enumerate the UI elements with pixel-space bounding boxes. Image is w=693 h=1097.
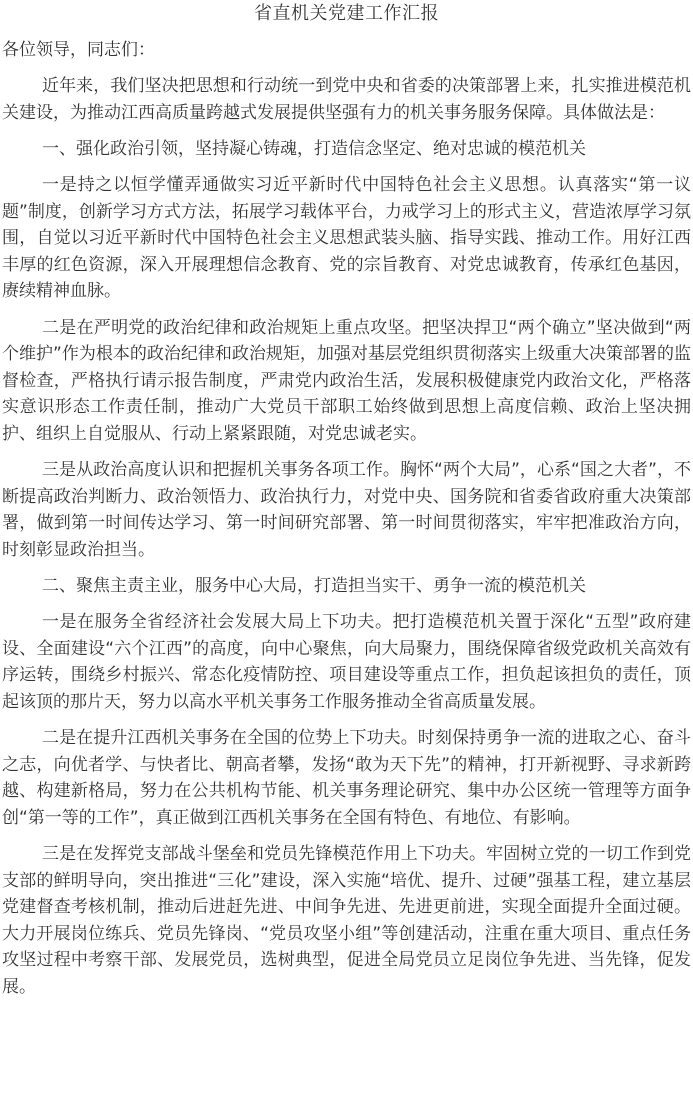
- section-1-paragraph-2: 二是在严明党的政治纪律和政治规矩上重点攻坚。把坚决捍卫“两个确立”坚决做到“两个维护”作为根本的政治纪律和政治规矩，加强对基层党组织贯彻落实上级重大决策部署的监督检查，严格执行请示报告制度，严肃党内政治生活，发展积极健康党内政治文化，严格落实意识形态工作责任制，推动广大党员干部职工始终做到思想上高度信赖、政治上坚决拥护、组织上自觉服从、行动上紧紧跟随，对党忠诚老实。: [2, 317, 691, 444]
- salutation: 各位领导，同志们：: [2, 40, 155, 60]
- section-heading-1: 一、强化政治引领，坚持凝心铸魂，打造信念坚定、绝对忠诚的模范机关: [42, 139, 586, 159]
- section-2-paragraph-2: 二是在提升江西机关事务在全国的位势上下功夫。时刻保持勇争一流的进取之心、奋斗之志，向优者学、与快者比、朝高者攀，发扬“敢为天下先”的精神，打开新视野、寻求新跨越、构建新格局，努力在公共机构节能、机关事务理论研究、集中办公区统一管理等方面争创“第一等的工作”，真正做到江西机关事务在全国有特色、有地位、有影响。: [2, 728, 691, 828]
- section-2-paragraph-1: 一是在服务全省经济社会发展大局上下功夫。把打造模范机关置于深化“五型”政府建设、全面建设“六个江西”的高度，向中心聚焦，向大局聚力，围绕保障省级党政机关高效有序运转，围绕乡村振兴、常态化疫情防控、项目建设等重点工作，担负起该担负的责任，顶起该顶的那片天，努力以高水平机关事务工作服务推动全省高质量发展。: [2, 612, 691, 712]
- page-title: 省直机关党建工作汇报: [254, 3, 439, 24]
- section-1-paragraph-3: 三是从政治高度认识和把握机关事务各项工作。胸怀“两个大局”，心系“国之大者”，不断提高政治判断力、政治领悟力、政治执行力，对党中央、国务院和省委省政府重大决策部署，做到第一时间传达学习、第一时间研究部署、第一时间贯彻落实，牢牢把准政治方向，时刻彰显政治担当。: [2, 460, 691, 560]
- section-heading-2: 二、聚焦主责主业，服务中心大局，打造担当实干、勇争一流的模范机关: [42, 576, 586, 596]
- intro-paragraph: 近年来，我们坚决把思想和行动统一到党中央和省委的决策部署上来，扎实推进模范机关建设，为推动江西高质量跨越式发展提供坚强有力的机关事务服务保障。具体做法是：: [2, 76, 691, 123]
- section-2-paragraph-3: 三是在发挥党支部战斗堡垒和党员先锋模范作用上下功夫。牢固树立党的一切工作到党支部的鲜明导向，突出推进“三化”建设，深入实施“培优、提升、过硬”强基工程，建立基层党建督查考核机制，推动后进赶先进、中间争先进、先进更前进，实现全面提升全面过硬。大力开展岗位练兵、党员先锋岗、“党员攻坚小组”等创建活动，注重在重大项目、重点任务攻坚过程中考察干部、发展党员，选树典型，促进全局党员立足岗位争先进、当先锋，促发展。: [2, 844, 691, 997]
- section-1-paragraph-1: 一是持之以恒学懂弄通做实习近平新时代中国特色社会主义思想。认真落实“第一议题”制度，创新学习方式方法，拓展学习载体平台，力戒学习上的形式主义，营造浓厚学习氛围，自觉以习近平新时代中国特色社会主义思想武装头脑、指导实践、推动工作。用好江西丰厚的红色资源，深入开展理想信念教育、党的宗旨教育、对党忠诚教育，传承红色基因，赓续精神血脉。: [2, 175, 691, 301]
